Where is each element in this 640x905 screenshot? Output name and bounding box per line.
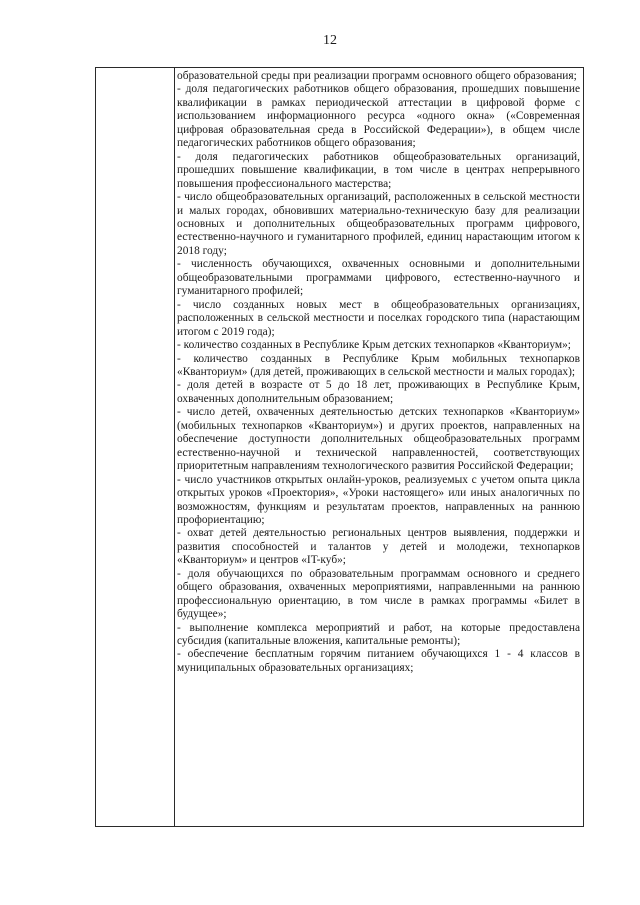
indicator-item: - число детей, охваченных деятельностью детских технопарков «Кванториум» (мобильных технопарков «Кванториум») и других проектов, направленных на обеспечение доступности дополнительных общеобразовательных программ естественно-научной и технической направленностей, соответствующих приоритетным направлениям технологического развития Российской Федерации; bbox=[177, 406, 580, 473]
indicator-item: - численность обучающихся, охваченных основными и дополнительными общеобразовательными программами цифрового, естественно-научного и гуманитарного профилей; bbox=[177, 258, 580, 298]
indicator-item: - доля педагогических работников общего образования, прошедших повышение квалификации в рамках периодической аттестации в цифровой форме с использованием информационного ресурса «одного окна» («Современная цифровая образовательная среда в Российской Федерации»), в общем числе педагогических работников общего образования; bbox=[177, 83, 580, 150]
table-right-column bbox=[175, 68, 583, 826]
page-number: 12 bbox=[323, 33, 337, 48]
indicator-item: - число созданных новых мест в общеобразовательных организациях, расположенных в сельской местности и поселках городского типа (нарастающим итогом с 2019 года); bbox=[177, 298, 580, 338]
indicator-item: образовательной среды при реализации программ основного общего образования; bbox=[177, 70, 577, 82]
indicator-item: - число участников открытых онлайн-уроков, реализуемых с учетом опыта цикла открытых уроков «Проектория», «Уроки настоящего» или иных аналогичных по возможностям, функциям и результатам проектов, направленных на раннюю профориентацию; bbox=[177, 473, 580, 526]
indicator-item: - количество созданных в Республике Крым мобильных технопарков «Кванториум» (для детей, проживающих в сельской местности и малых городах); bbox=[177, 352, 580, 378]
indicator-item: - обеспечение бесплатным горячим питанием обучающихся 1 - 4 классов в муниципальных образовательных организациях; bbox=[177, 648, 580, 674]
indicator-item: - количество созданных в Республике Крым детских технопарков «Кванториум»; bbox=[177, 339, 571, 352]
indicator-item: - доля педагогических работников общеобразовательных организаций, прошедших повышение квалификации, в том числе в центрах непрерывного повышения профессионального мастерства; bbox=[177, 150, 580, 190]
table-left-column bbox=[96, 68, 175, 826]
indicator-item: - охват детей деятельностью региональных центров выявления, поддержки и развития способностей и талантов у детей и молодежи, технопарков «Кванториум» и центров «IT-куб»; bbox=[177, 527, 580, 567]
indicator-item: - выполнение комплекса мероприятий и работ, на которые предоставлена субсидия (капитальные вложения, капитальные ремонты); bbox=[177, 621, 580, 648]
indicator-item: - доля обучающихся по образовательным программам основного и среднего общего образования, охваченных мероприятиями, направленными на раннюю профессиональную ориентацию, в том числе в рамках программы «Билет в будущее»; bbox=[177, 567, 580, 621]
document-table bbox=[95, 67, 584, 827]
indicator-item: - число общеобразовательных организаций, расположенных в сельской местности и малых городах, обновивших материально-техническую базу для реализации основных и дополнительных общеобразовательных программ цифрового, естественно-научного и гуманитарного профилей, единиц нарастающим итогом к 2018 году; bbox=[177, 191, 580, 257]
indicator-item: - доля детей в возрасте от 5 до 18 лет, проживающих в Республике Крым, охваченных дополнительным образованием; bbox=[177, 379, 580, 405]
